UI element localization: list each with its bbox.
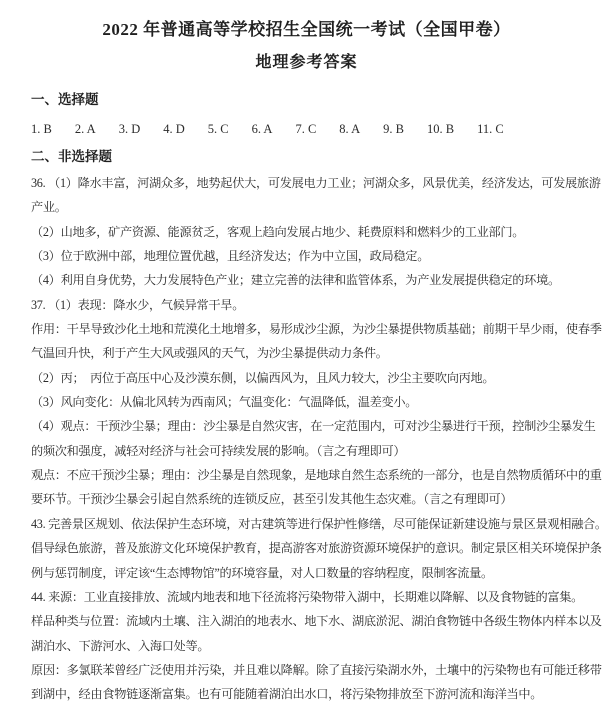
answer-item-8: 8. A xyxy=(339,121,361,136)
answer-line: 观点：不应干预沙尘暴；理由：沙尘暴是自然现象，是地球自然生态系统的一部分，也是自然物质循环中的重 xyxy=(31,468,602,483)
answer-line: （4）利用自身优势，大力发展特色产业；建立完善的法律和监管体系，为产业发展提供稳定的环境。 xyxy=(31,273,560,288)
answer-line: 产业。 xyxy=(31,200,67,215)
answer-line: （2）丙； 丙位于高压中心及沙漠东侧，以偏西风为，且风力较大，沙尘主要吹向丙地。 xyxy=(31,370,495,385)
answer-line: 例与惩罚制度，评定该“生态博物馆”的环境容量，对人口数量的容纳程度，限制客流量。 xyxy=(31,565,493,580)
choice-answers-row xyxy=(31,117,582,141)
answer-item-4: 4. D xyxy=(163,121,185,136)
answer-key-subtitle: 地理参考答案 xyxy=(255,54,358,71)
non-choice-answers xyxy=(31,171,607,707)
section-heading-non-choice: 二、非选择题 xyxy=(31,149,112,164)
answer-line: （3）风向变化：从偏北风转为西南风；气温变化：气温降低，温差变小。 xyxy=(31,395,418,410)
answer-item-2: 2. A xyxy=(74,121,96,136)
answer-line: 到湖中，经由食物链逐渐富集。也有可能随着湖泊出水口，将污染物排放至下游河流和海洋当中。 xyxy=(31,687,543,702)
exam-title: 2022 年普通高等学校招生全国统一考试（全国甲卷） xyxy=(102,20,511,39)
answer-line: 37. （1）表现：降水少，气候异常干旱。 xyxy=(31,297,245,312)
answer-line: 湖泊水、下游河水、入海口处等。 xyxy=(31,638,210,653)
answer-line: 36. （1）降水丰富，河湖众多，地势起伏大，可发展电力工业；河湖众多，风景优美，经济发达，可发展旅游 xyxy=(31,176,601,190)
section-heading-choice: 一、选择题 xyxy=(31,92,99,107)
answer-item-10: 10. B xyxy=(426,121,455,136)
answer-item-11: 11. C xyxy=(477,121,504,136)
answer-item-3: 3. D xyxy=(118,121,141,136)
answer-line: 倡导绿色旅游，普及旅游文化环境保护教育，提高游客对旅游资源环境保护的意识。制定景区相关环境保护条 xyxy=(31,541,602,556)
answer-item-6: 6. A xyxy=(251,121,273,136)
answer-line: 原因：多氯联苯曾经广泛使用并污染，并且难以降解。除了直接污染湖水外，土壤中的污染物也有可能迁移带 xyxy=(31,662,602,677)
answer-line: （2）山地多，矿产资源、能源贫乏，客观上趋向发展占地少、耗费原料和燃料少的工业部门。 xyxy=(31,224,525,239)
answer-line: （4）观点：干预沙尘暴；理由：沙尘暴是自然灾害，在一定范围内，可对沙尘暴进行干预，控制沙尘暴发生 xyxy=(31,419,596,434)
answer-item-7: 7. C xyxy=(295,121,317,136)
answer-item-9: 9. B xyxy=(383,121,404,136)
answer-line: 作用：干旱导致沙化土地和荒漠化土地增多，易形成沙尘源，为沙尘暴提供物质基础；前期干旱少雨，使春季 xyxy=(31,322,602,337)
answer-line: 样品种类与位置：流域内土壤、注入湖泊的地表水、地下水、湖底淤泥、湖泊食物链中各级生物体内样本以及 xyxy=(31,614,602,629)
answer-line: 44. 来源：工业直接排放、流域内地表和地下径流将污染物带入湖中，长期难以降解、以及食物链的富集。 xyxy=(31,589,584,604)
answer-line: （3）位于欧洲中部，地理位置优越，且经济发达；作为中立国，政局稳定。 xyxy=(31,249,430,264)
answer-line: 气温回升快，利于产生大风或强风的天气，为沙尘暴提供动力条件。 xyxy=(31,346,388,361)
answer-line: 43. 完善景区规划、依法保护生态环境，对古建筑等进行保护性修缮，尽可能保证新建设施与景区景观相融合。 xyxy=(31,516,607,531)
answer-item-5: 5. C xyxy=(207,121,229,136)
answer-item-1: 1. B xyxy=(31,121,52,136)
answer-line: 的频次和强度，减轻对经济与社会可持续发展的影响。（言之有理即可） xyxy=(31,443,406,458)
answer-line: 要环节。干预沙尘暴会引起自然系统的连锁反应，甚至引发其他生态灾难。（言之有理即可） xyxy=(31,492,513,507)
